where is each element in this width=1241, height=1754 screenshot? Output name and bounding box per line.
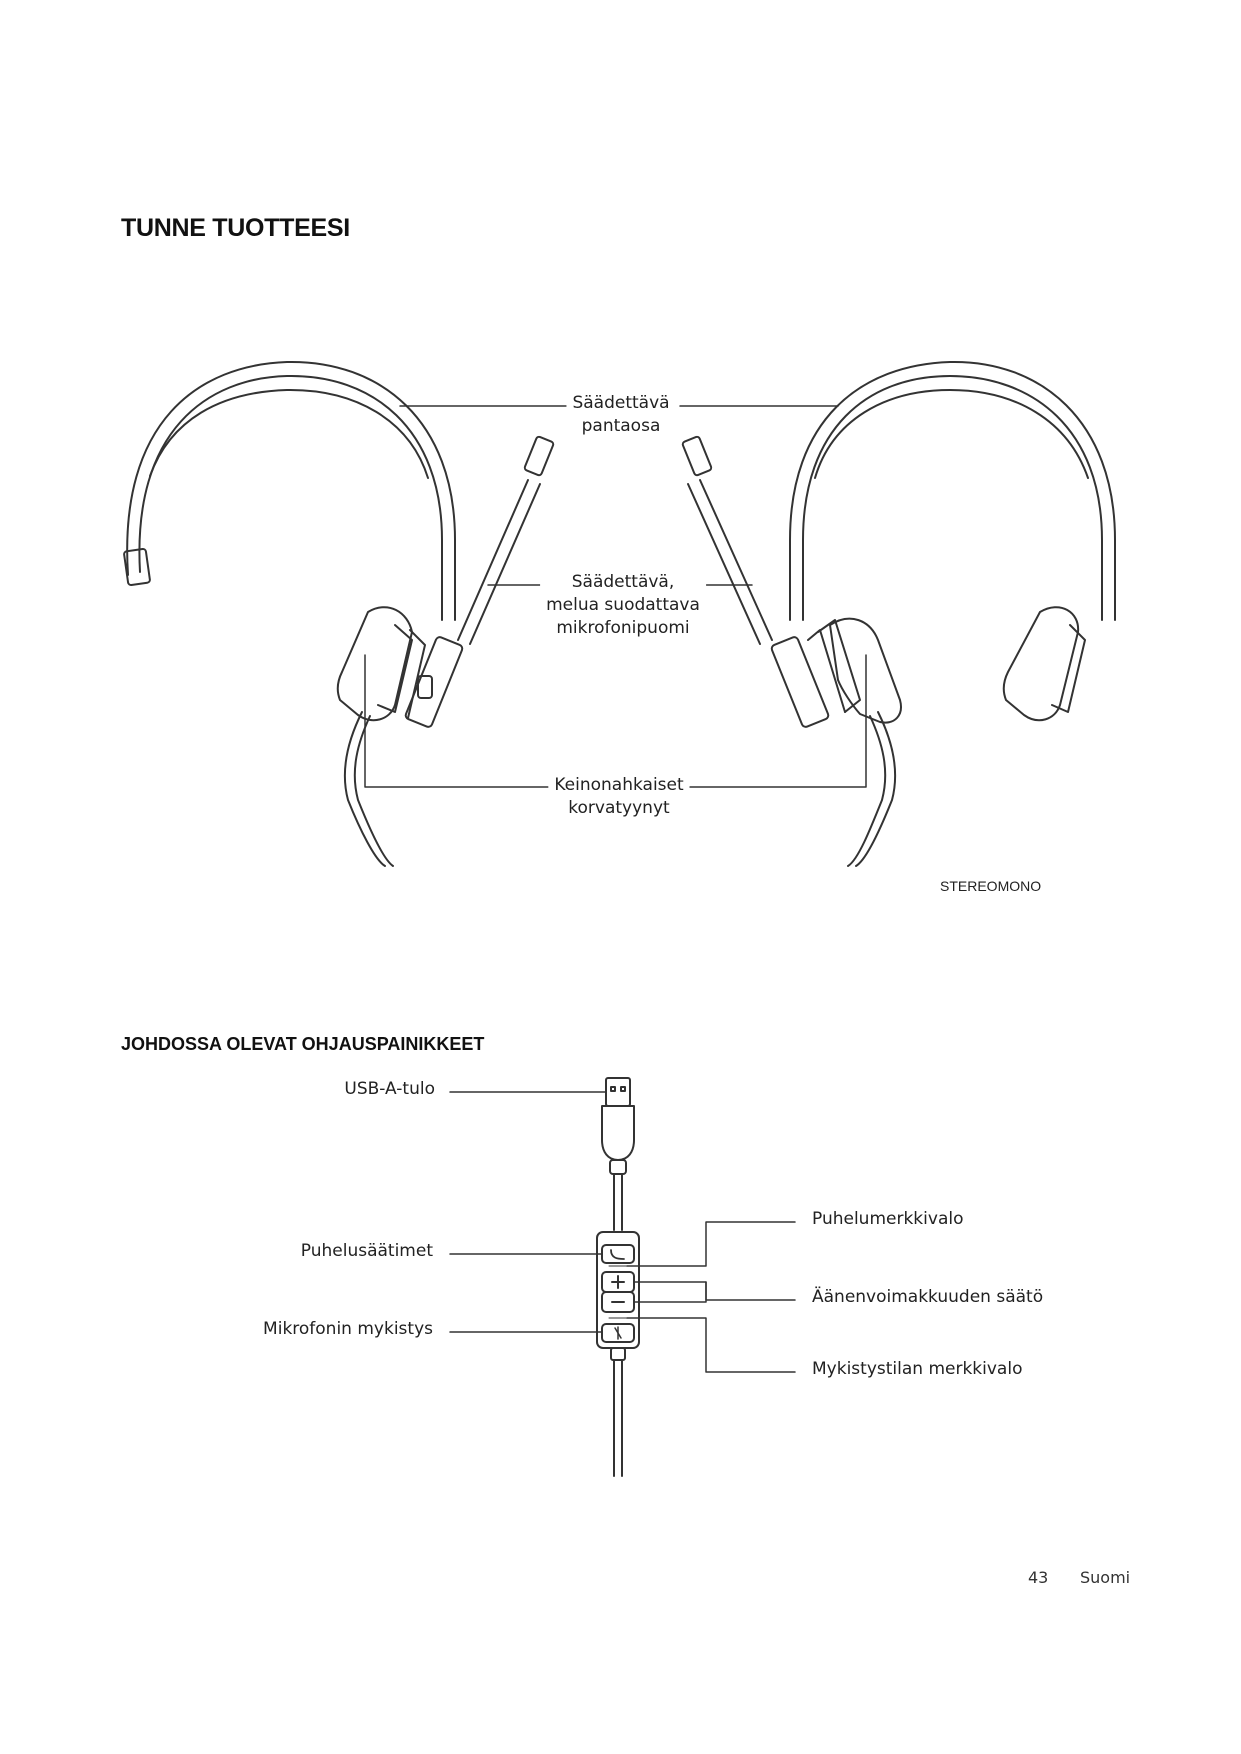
mono-headband: [127, 362, 455, 620]
mono-mic-boom: [405, 436, 555, 728]
stereo-headset-drawing: [682, 362, 1115, 866]
page-title: TUNNE TUOTTEESI: [121, 214, 350, 242]
mute-light-label: Mykistystilan merkkivalo: [812, 1359, 1023, 1379]
usb-plug-tip: [606, 1078, 630, 1106]
ear-cushion-label: Keinonahkaiset korvatyynyt: [548, 774, 689, 820]
stereo-headband: [790, 362, 1115, 620]
mono-ear-cup: [338, 607, 412, 720]
call-light-label: Puhelumerkkivalo: [812, 1209, 964, 1229]
call-controls-label: Puhelusäätimet: [300, 1241, 433, 1261]
variant-label: STEREOMONO: [940, 878, 1042, 894]
mono-headset-drawing: [124, 362, 554, 866]
page-number: 43: [1028, 1568, 1049, 1587]
call-button: [602, 1245, 634, 1263]
mic-mute-label: Mikrofonin mykistys: [263, 1319, 433, 1339]
section-title: JOHDOSSA OLEVAT OHJAUSPAINIKKEET: [121, 1034, 485, 1054]
stereo-ear-cup-right: [1004, 607, 1078, 720]
volume-label: Äänenvoimakkuuden säätö: [812, 1287, 1044, 1307]
headband-label: Säädettävä pantaosa: [566, 392, 675, 438]
mic-boom-label: Säädettävä, melua suodattava mikrofonipuomi: [540, 571, 706, 640]
usb-label: USB-A-tulo: [344, 1079, 435, 1099]
page-language: Suomi: [1080, 1568, 1131, 1587]
inline-control-drawing: [597, 1078, 639, 1476]
stereo-cable: [856, 712, 895, 866]
usb-plug-body: [602, 1106, 634, 1160]
